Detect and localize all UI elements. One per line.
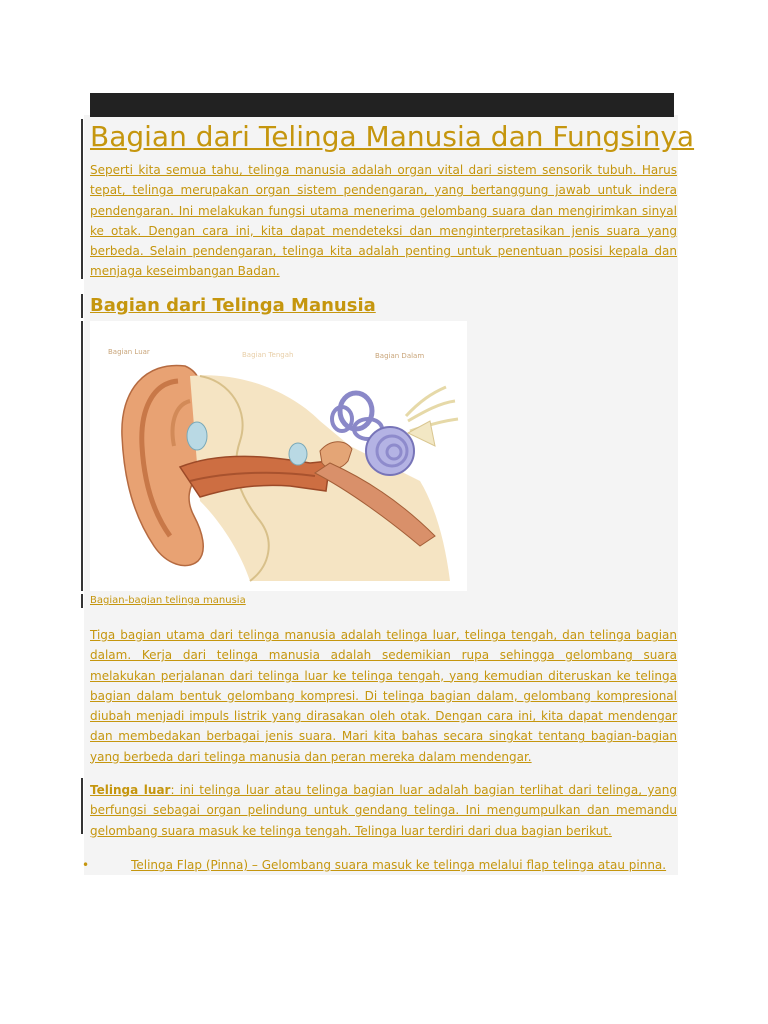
left-margin-bar [81,594,83,608]
left-margin-bar [81,294,83,318]
figure-label-outer: Bagian Luar [108,348,150,356]
main-ear-parts-paragraph[interactable]: Tiga bagian utama dari telinga manusia adalah telinga luar, telinga tengah, dan telinga bagian dalam. Kerja dari telinga manusia adalah sedemikian rupa sehingga gelombang suara melakukan perjalanan dari telinga luar ke telinga tengah, yang kemudian diteruskan ke telinga bagian dalam bentuk gelombang kompresi. Di telinga bagian dalam, gelombang kompresional diubah menjadi impuls listrik yang dirasakan oleh otak. Dengan cara ini, kita dapat mendengar dan membedakan berbagai jenis suara. Mari kita bahas secara singkat tentang bagian-bagian yang berbeda dari telinga manusia dan peran mereka dalam mendengar. [90,628,677,764]
left-margin-bar [81,778,83,834]
bullet-text[interactable]: Telinga Flap (Pinna) – Gelombang suara masuk ke telinga melalui flap telinga atau pinna. [131,858,667,872]
left-margin-bar [81,119,83,279]
intro-paragraph[interactable]: Seperti kita semua tahu, telinga manusia adalah organ vital dari sistem sensorik tubuh. Harus tepat, telinga merupakan organ sistem pendengaran, yang bertanggung jawab untuk indera pendengaran. Ini melakukan fungsi utama menerima gelombang suara dan mengirimkan sinyal ke otak. Dengan cara ini, kita dapat mendeteksi dan menginterpretasikan jenis suara yang berbeda. Selain pendengaran, telinga kita adalah penting untuk penentuan posisi kepala dan menjaga keseimbangan Badan. [90,163,677,279]
left-margin-bar [81,321,83,591]
ear-diagram [90,321,467,591]
top-bar [90,93,674,117]
section-heading[interactable]: Bagian dari Telinga Manusia [90,295,376,316]
page-title[interactable]: Bagian dari Telinga Manusia dan Fungsinya [90,120,695,153]
ear-anatomy-figure [90,321,467,591]
outer-ear-description[interactable]: : ini telinga luar atau telinga bagian luar adalah bagian terlihat dari telinga, yang berfungsi sebagai organ pelindung untuk gendang telinga. Ini mengumpulkan dan memandu gelombang suara masuk ke telinga tengah. Telinga luar terdiri dari dua bagian berikut. [90,783,677,838]
bullet-icon: • [82,858,90,872]
figure-label-inner: Bagian Dalam [375,352,425,360]
figure-caption[interactable]: Bagian-bagian telinga manusia [90,595,246,606]
outer-ear-term[interactable]: Telinga luar [90,783,171,797]
outer-ear-paragraph [90,780,677,841]
bullet-list-item [82,856,678,874]
figure-label-middle: Bagian Tengah [242,351,294,359]
